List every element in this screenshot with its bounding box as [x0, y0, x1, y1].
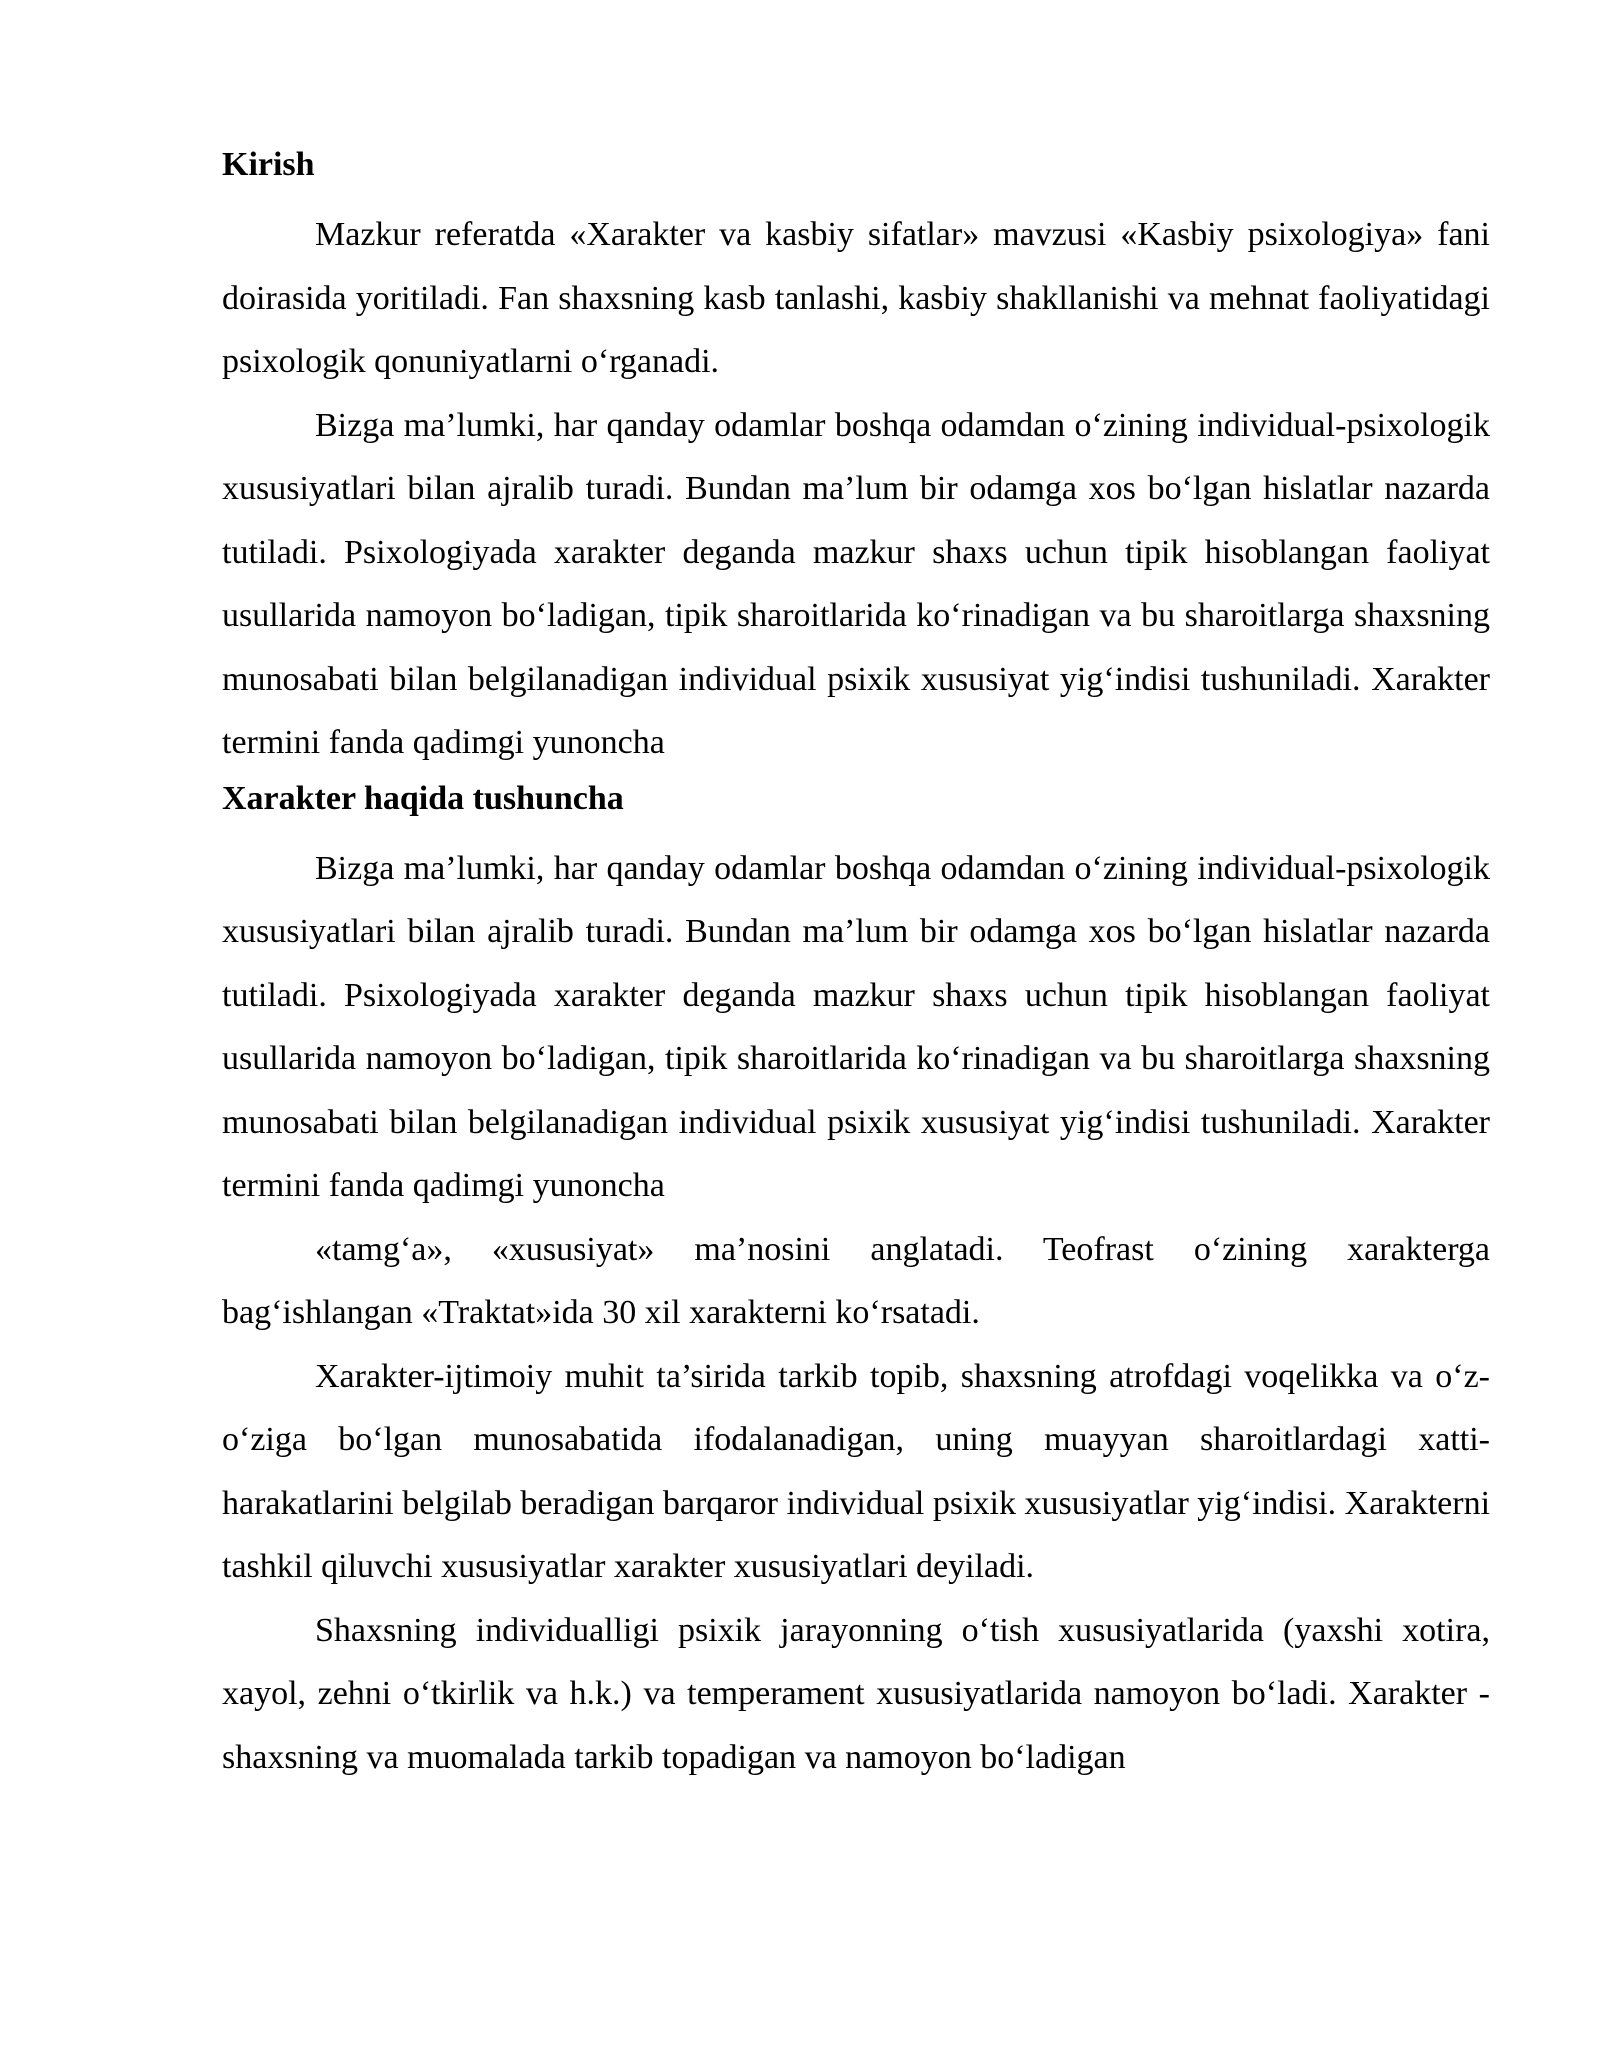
document-page — [222, 145, 1490, 1789]
intro-paragraph-1: Mazkur referatda «Xarakter va kasbiy sifatlar» mavzusi «Kasbiy psixologiya» fani doirasida yoritiladi. Fan shaxsning kasb tanlashi, kasbiy shakllanishi va mehnat faoliyatidagi psixologik qonuniyatlarni o‘rganadi. — [222, 216, 1490, 380]
section-paragraph-1: Bizga ma’lumki, har qanday odamlar boshqa odamdan o‘zining individual-psixologik xususiyatlari bilan ajralib turadi. Bundan ma’lum bir odamga xos bo‘lgan hislatlar nazarda tutiladi. Psixologiyada xarakter deganda mazkur shaxs uchun tipik hisoblangan faoliyat usullarida namoyon bo‘ladigan, tipik sharoitlarida ko‘rinadigan va bu sharoitlarga shaxsning munosabati bilan belgilanadigan individual psixik xususiyat yig‘indisi tushuniladi. Xarakter termini fanda qadimgi yunoncha — [222, 849, 1490, 1204]
heading-section: Xarakter haqida tushuncha — [222, 779, 624, 817]
heading-intro: Kirish — [222, 146, 315, 183]
section-paragraph-2: «tamg‘a», «xususiyat» ma’nosini anglatadi. Teofrast o‘zining xarakterga bag‘ishlangan «Traktat»ida 30 xil xarakterni ko‘rsatadi. — [222, 1230, 1490, 1331]
section-paragraph-4: Shaxsning individualligi psixik jarayonning o‘tish xususiyatlarida (yaxshi xotira, xayol, zehni o‘tkirlik va h.k.) va temperament xususiyatlarida namoyon bo‘ladi. Xarakter - shaxsning va muomalada tarkib topadigan va namoyon bo‘ladigan — [222, 1611, 1490, 1776]
section-paragraph-3: Xarakter-ijtimoiy muhit ta’sirida tarkib topib, shaxsning atrofdagi voqelikka va o‘z-o‘ziga bo‘lgan munosabatida ifodalanadigan, uning muayyan sharoitlardagi xatti-harakatlarini belgilab beradigan barqaror individual psixik xususiyatlar yig‘indisi. Xarakterni tashkil qiluvchi xususiyatlar xarakter xususiyatlari deyiladi. — [222, 1357, 1491, 1585]
intro-paragraph-2: Bizga ma’lumki, har qanday odamlar boshqa odamdan o‘zining individual-psixologik xususiyatlari bilan ajralib turadi. Bundan ma’lum bir odamga xos bo‘lgan hislatlar nazarda tutiladi. Psixologiyada xarakter deganda mazkur shaxs uchun tipik hisoblangan faoliyat usullarida namoyon bo‘ladigan, tipik sharoitlarida ko‘rinadigan va bu sharoitlarga shaxsning munosabati bilan belgilanadigan individual psixik xususiyat yig‘indisi tushuniladi. Xarakter termini fanda qadimgi yunoncha — [222, 406, 1490, 761]
